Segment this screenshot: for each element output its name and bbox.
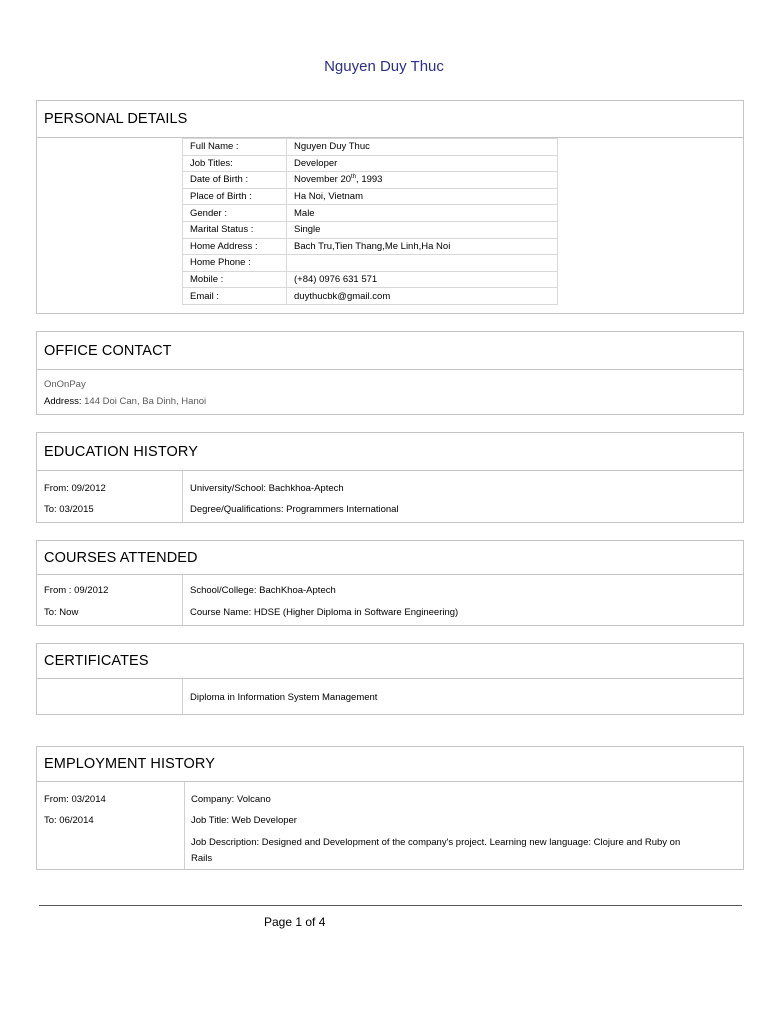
table-row: [183, 172, 558, 189]
certificate-item: Diploma in Information System Management: [190, 692, 378, 703]
office-address: [44, 396, 206, 407]
dob-suffix: th: [351, 174, 357, 181]
row-label: Date of Birth :: [183, 172, 287, 189]
row-label: Gender :: [183, 205, 287, 222]
employment-history-section: [36, 746, 744, 870]
row-label: Home Phone :: [183, 255, 287, 272]
row-value: Bach Tru,Tien Thang,Me Linh,Ha Noi: [287, 238, 558, 255]
table-row: [183, 255, 558, 272]
education-school: University/School: Bachkhoa-Aptech: [190, 483, 344, 494]
row-value: [287, 172, 558, 189]
courses-attended-heading: COURSES ATTENDED: [37, 541, 743, 575]
certificates-heading: CERTIFICATES: [37, 644, 743, 679]
row-value: (+84) 0976 631 571: [287, 271, 558, 288]
employment-company: Company: Volcano: [191, 794, 271, 805]
row-value: Single: [287, 221, 558, 238]
employment-description-line2: Rails: [191, 853, 213, 864]
row-value: Ha Noi, Vietnam: [287, 188, 558, 205]
dob-value: November 20: [294, 174, 352, 186]
row-label: Email :: [183, 288, 287, 305]
employment-from: From: 03/2014: [44, 794, 106, 805]
personal-details-section: [36, 100, 744, 314]
education-history-section: [36, 432, 744, 523]
office-contact-heading: OFFICE CONTACT: [37, 332, 743, 370]
row-label: Marital Status :: [183, 221, 287, 238]
education-degree: Degree/Qualifications: Programmers International: [190, 504, 399, 515]
employment-to: To: 06/2014: [44, 815, 94, 826]
row-label: Mobile :: [183, 271, 287, 288]
course-to: To: Now: [44, 607, 79, 618]
office-company: OnOnPay: [44, 379, 86, 390]
footer-divider: [39, 905, 742, 906]
row-value: duythucbk@gmail.com: [287, 288, 558, 305]
row-value: Male: [287, 205, 558, 222]
row-label: Job Titles:: [183, 155, 287, 172]
personal-details-heading: PERSONAL DETAILS: [37, 101, 743, 138]
row-value: Developer: [287, 155, 558, 172]
table-row: [183, 238, 558, 255]
table-row: [183, 271, 558, 288]
education-to: To: 03/2015: [44, 504, 94, 515]
employment-description-line1: Job Description: Designed and Development of the company's project. Learning new language: Clojure and Ruby on: [191, 837, 681, 848]
dob-year: , 1993: [356, 174, 383, 186]
courses-attended-section: [36, 540, 744, 626]
office-contact-section: [36, 331, 744, 415]
column-divider: [182, 575, 183, 625]
table-row: [183, 139, 558, 156]
row-value: [287, 255, 558, 272]
page-number: Page 1 of 4: [264, 915, 326, 929]
column-divider: [182, 471, 183, 522]
course-from: From : 09/2012: [44, 585, 109, 596]
employment-history-heading: EMPLOYMENT HISTORY: [37, 747, 743, 782]
document-title: Nguyen Duy Thuc: [324, 58, 444, 75]
column-divider: [182, 679, 183, 714]
table-row: [183, 155, 558, 172]
personal-details-table: [182, 138, 558, 305]
employment-job-title: Job Title: Web Developer: [191, 815, 297, 826]
row-value: Nguyen Duy Thuc: [287, 139, 558, 156]
table-row: [183, 188, 558, 205]
row-label: Place of Birth :: [183, 188, 287, 205]
education-from: From: 09/2012: [44, 483, 106, 494]
education-history-heading: EDUCATION HISTORY: [37, 433, 743, 471]
table-row: [183, 288, 558, 305]
row-label: Home Address :: [183, 238, 287, 255]
course-name: Course Name: HDSE (Higher Diploma in Software Engineering): [190, 607, 459, 618]
certificates-section: [36, 643, 744, 715]
course-school: School/College: BachKhoa-Aptech: [190, 585, 336, 596]
table-row: [183, 205, 558, 222]
address-value: 144 Doi Can, Ba Dinh, Hanoi: [84, 396, 207, 407]
table-row: [183, 221, 558, 238]
address-label: Address:: [44, 396, 82, 407]
column-divider: [184, 782, 185, 869]
row-label: Full Name :: [183, 139, 287, 156]
